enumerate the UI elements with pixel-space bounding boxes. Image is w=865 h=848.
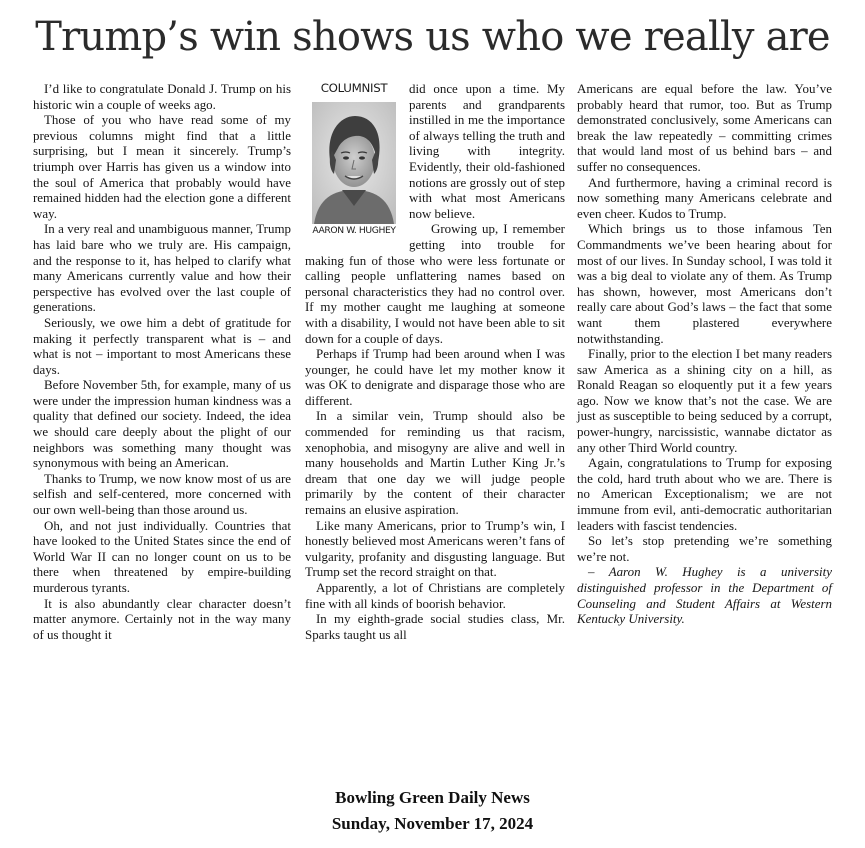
paragraph: Growing up, I remember getting into trouble for making fun of those who were less fortunate or calling people unflattering names based on personal characteristics they had no control over. If my mother caught me laughing at someone with a disability, I would not have been able to sit down for a couple of days. [305,221,565,346]
paragraph: Again, congratulations to Trump for exposing the cold, hard truth about who we are. There is no American Exceptionalism; we are not immune from evil, anti-democratic authoritarian leaders with fascist tendencies. [577,455,832,533]
columnist-name: AARON W. HUGHEY [312,225,396,236]
paragraph: Finally, prior to the election I bet many readers saw America as a shining city on a hill, as Ronald Reagan so eloquently put it a few years ago. Now we know that’s not the case. We are just as susceptible to being seduced by a corrupt, power-hungry, narcissistic, wannabe dictator as any other Third World country. [577,346,832,455]
paragraph: In my eighth-grade social studies class, Mr. Sparks taught us all [305,611,565,642]
paragraph: Like many Americans, prior to Trump’s win, I honestly believed most Americans weren’t fans of vulgarity, profanity and disgusting language. But Trump set the record straight on that. [305,517,565,580]
paragraph: Thanks to Trump, we now know most of us are selfish and self-centered, more concerned with our own well-being than those around us. [33,470,291,518]
headline: Trump’s win shows us who we really are [35,14,830,60]
paragraph: I’d like to congratulate Donald J. Trump on his historic win a couple of weeks ago. [33,81,291,112]
publication-date: Sunday, November 17, 2024 [331,814,534,833]
paragraph: Seriously, we owe him a debt of gratitude for making it perfectly transparent what is – and what is not – important to most Americans these days. [33,314,291,377]
columnist-label: COLUMNIST [320,81,388,95]
paragraph: Oh, and not just individually. Countries that have looked to the United States since the end of World War II can no longer count on us to be there when threatened by empire-building murderous tyrants. [33,517,291,595]
paragraph: Those of you who have read some of my previous columns might find that a little surprising, but I mean it sincerely. Trump’s triumph over Harris has given us a window into the soul of America that probably would have remained hidden had the election gone a different way. [33,112,291,221]
paragraph: Which brings us to those infamous Ten Commandments we’ve been hearing about for most of our lives. In Sunday school, I was told it was a big deal to violate any of them. As Trump has shown, however, most Americans don’t really care about God’s laws – the fact that some want them plastered everywhere notwithstanding. [577,221,832,346]
paragraph: did once upon a time. My parents and grandparents instilled in me the importance of always telling the truth and living with integrity. Evidently, their old-fashioned notions are grossly out of step with what most Americans now believe. [409,81,565,221]
author-bio: – Aaron W. Hughey is a university distinguished professor in the Department of Counseling and Student Affairs at Western Kentucky University. [577,564,832,627]
columnist-mugshot-box [305,81,403,237]
paragraph: In a very real and unambiguous manner, Trump has laid bare who we truly are. His campaign, and the response to it, has helped to clarify what many Americans currently value and how their perspective has evolved over the last couple of generations. [33,221,291,315]
paragraph: In a similar vein, Trump should also be commended for reminding us that racism, xenophobia, and misogyny are alive and well in many households and Martin Luther King Jr.’s dream that one day we will judge people primarily by the content of their character remains an elusive aspiration. [305,408,565,518]
publication-name: Bowling Green Daily News [335,788,530,807]
paragraph: And furthermore, having a criminal record is now something many Americans celebrate and even cheer. Kudos to Trump. [577,174,832,221]
paragraph: So let’s stop pretending we’re something we’re not. [577,533,832,564]
columnist-photo [312,102,396,224]
article-column-3 [577,81,832,627]
article-column-2 [305,81,565,642]
paragraph: Apparently, a lot of Christians are completely fine with all kinds of boorish behavior. [305,580,565,611]
paragraph: Before November 5th, for example, many of us were under the impression human kindness was a quality that defined our society. Indeed, the idea we should care deeply about the plight of our neighbors was something many thought was synonymous with being an American. [33,377,291,471]
paragraph: Perhaps if Trump had been around when I was younger, he could have let my mother know it was OK to denigrate and disparage those who are different. [305,346,565,408]
paragraph: It is also abundantly clear character doesn’t matter anymore. Certainly not in the way many of us thought it [33,595,291,642]
paragraph: Americans are equal before the law. You’ve probably heard that rumor, too. But as Trump demonstrated conclusively, some Americans can break the law repeatedly – committing crimes that would land most of us behind bars – and suffer no consequences. [577,81,832,174]
article-column-1 [33,81,291,642]
